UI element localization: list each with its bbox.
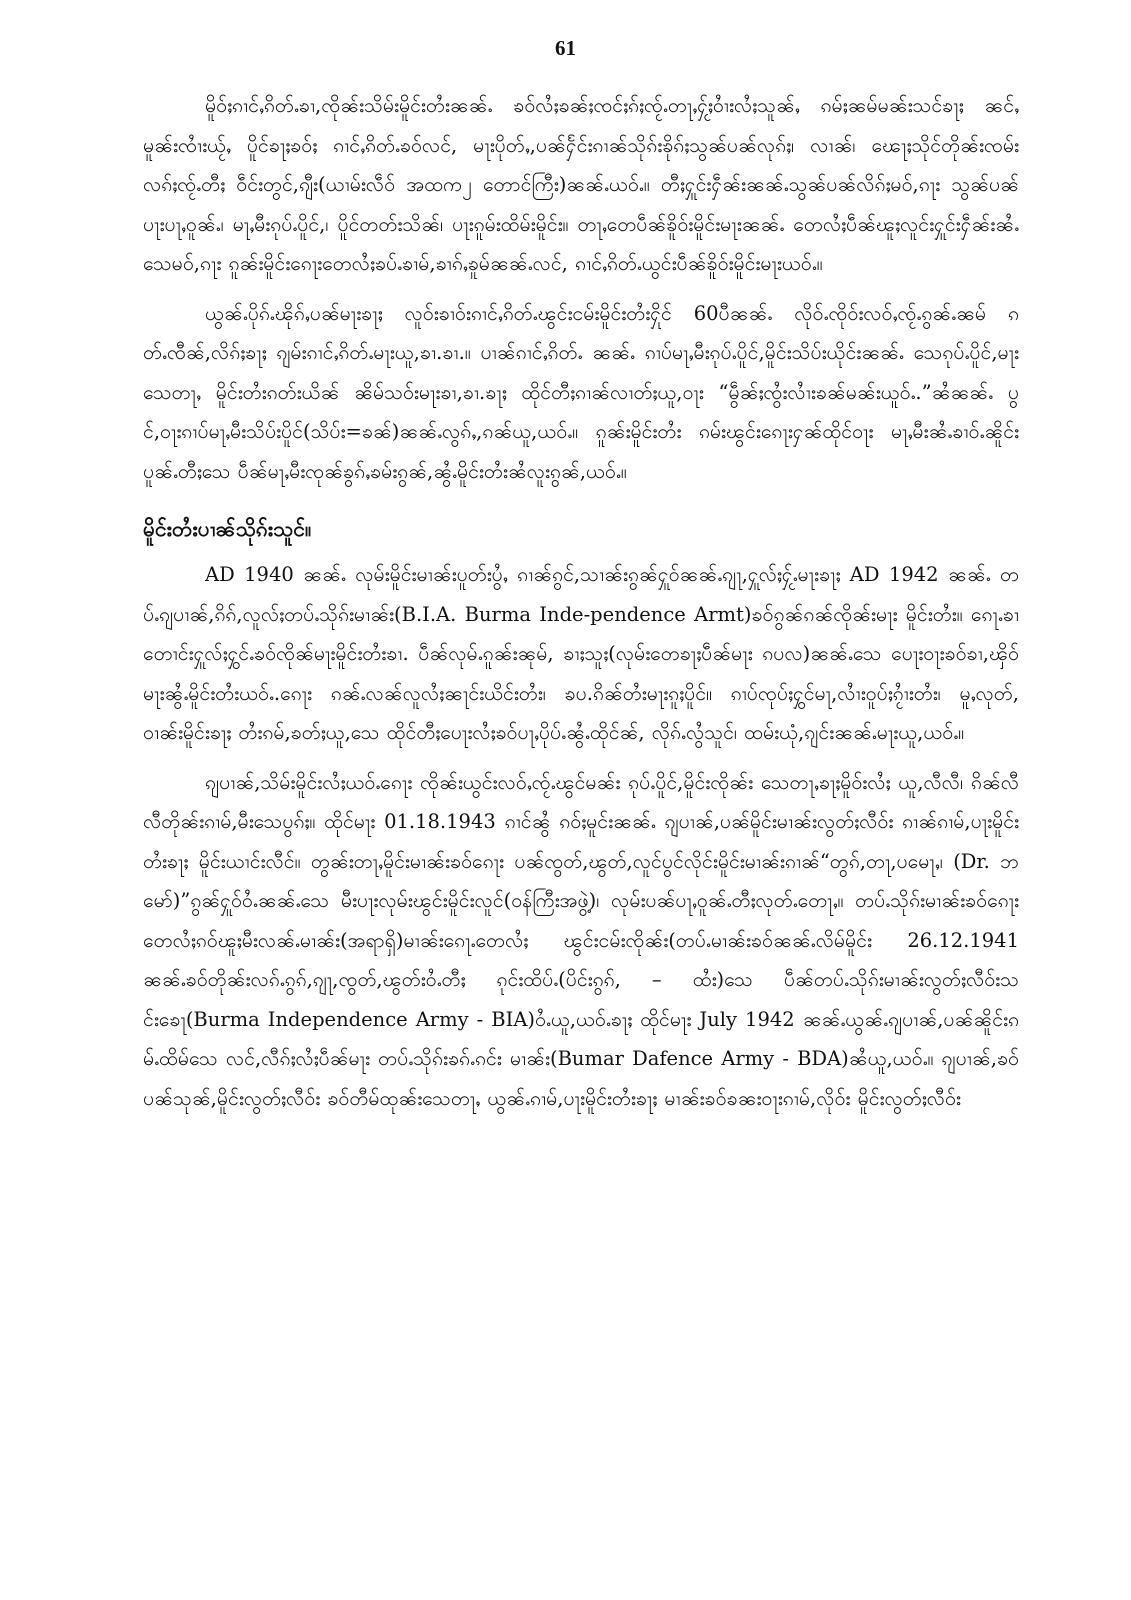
paragraph-4: ၵျပၢၼ်,သိမ်းမိူင်းလႆႈယဝ်ႉၵေႃး ၸိုၼ်းယွင်းလဝ်ႇၸႂ်ႉၽွင်မၼ်း ၵုပ်ႉပိူင်,မိူင်းၸိုၼ်း သေတႃႇၶႃႈမိူဝ်းလႆႈ ယူ,လီလီ၊ ၵိၼ်လီလီတိုၼ်းၵၢမ်,မီးသေပွၵ်ႈ။ ထိုင်မႃး 01.18.1943 ၵၢင်ၼွႆ ၵဝ်ႈမူင်းၼၼ်ႉ ၵျပၢၼ်,ပၼ်မိူင်းမၢၼ်းလွတ်ႈလီဝ်း ၵၢၼ်ၵၢမ်,ပႃးမိူင်းတႆးၶႃႈ မိူင်းယၢင်းလီင်။ တွၼ်းတႃႇမိူင်းမၢၼ်းၶဝ်ၵေႃး ပၼ်ၸွတ်,ၽွတ်,လူင်ပွင်လိုင်းမိူင်းမၢၼ်းၵၢၼ်“တွၵ်,တႃ,ပမေႃႇ၊ (Dr. ဘမော်)”ၵွၼ်ႁူဝ်ဝႆႉၼၼ်ႉသေ မီးပႃးလုမ်းၽွင်းမိူင်းလူင်(ဝန်ကြီးအဖွဲ့)၊ လုမ်းပၼ်ပႃႇဝူၼ်ႉတီႈလုတ်ႉတေႃႇ။ တပ်ႉသိုၵ်းမၢၼ်းၶဝ်ၵေႃး တေလႆႈၵဝ်ၽူႈမီးလၼ်ႉမၢၼ်း(အရာရှိ)မၢၼ်းၵေႃႉတေလႆႈ ၽွင်းငမ်းၸိုၼ်း(တပ်ႉမၢၼ်းၶဝ်ၼၼ်ႉလိမ်မိူင်း 26.12.1941 ၼၼ်ႉၶဝ်တိုၼ်းလၵ်ႉၵွၵ်,ၵျႃ,ၸွတ်,ၽွတ်းဝႆႉတီႈ ၵုင်းထိပ်ႉ(ပိင်းၵွၵ်, – ထႆး)သေ ပဵၼ်တပ်ႉသိုၵ်းမၢၼ်းလွတ်ႈလီဝ်းသင်းၶေႃ(Burma Independence Army - BIA)ဝႆႉယူ,ယဝ်ႉၶႃႈ ထိုင်မႃး July 1942 ၼၼ်ႉယွၼ်ႉၵျပၢၼ်,ပၼ်ၼိူင်းၵမ်ႉထိမ်သေ လင်,လီၵ်ႈလႆႈပဵၼ်မႃး တပ်ႉသိုၵ်းၶၵ်ႉၵင်း မၢၼ်း(Bumar Dafence Army - BDA)ၼႆယူ,ယဝ်ႉ။ ၵျပၢၼ်,ၶဝ်ပၼ်သုၼ်,မိူင်းလွတ်ႈလီဝ်း ၶဝ်တီမ်ထုၼ်းသေတႃႇ ယွၼ်ႉၵၢမ်,ပႃးမိူင်းတႆးၶႃႈ မၢၼ်းၶဝ်ၶၼးဝႃးၵၢမ်,လိုဝ်း မိူင်းလွတ်ႈလီဝ်း	[143, 770, 1019, 1110]
paragraph-2: ယွၼ်ႉပိုၵ်ႉၽိုၵ်ႇပၼ်မႃးၶႃႈ လူဝ်းၶၢဝ်းၵၢင်ႇၵိတ်ႉၽွင်းငမ်းမိူင်းတႆးႁိုင် 60ပီၼၼ်ႉ လိုဝ်ႉၸိုဝ်းလဝ်ႇၸႂ်ႉၵွၼ်ႉၼမ် ၵတ်ႉၸီၼ်,လိၵ်ႈၶႃႈ ၵျမ်းၵၢင်ႇၵိတ်ႉမႃးယူ,ၶၢ.ၶၢ.။ ပၢၼ်ၵၢင်ႇၵိတ်ႉ ၼၼ်ႉ ၵၢပ်မႃႇမီးၵုပ်ႉပိူင်,မိူင်းသိပ်းယိုင်းၼၼ်ႉ သေၵုပ်ႉပိူင်,မႃးသေတႃႇ မိူင်းတႆးၵတ်းယိၼ် ၼိမ်သဝ်းမႃးၶၢ,ၶၢ.ၶႃႈ ထိုင်တီႈၵၢၼ်လၢတ်ႈယူ,ဝႃး “မွဵၼ်ႈၸွႆးလၢႆးၶၼ်မၼ်းယူဝ်ႉ.”ၼႆၼၼ်ႉ ပွင်,ဝႃးၵၢပ်မႃႇမီးသိပ်းပိူင်(သိပ်း=ၶၼ်)ၼၼ်ႉလွၵ်ႇ,ၵၼ်ယူ,ယဝ်ႉ။ ၵူၼ်းမိူင်းတႆး ၵမ်းၽွင်းၵေႃးႁၼ်ထိုင်ဝႃး မႃႇမီးၼႆႉၶၢဝ်ႉၼိူင်းပူၼ်ႉတီႈသေ ပဵၼ်မႃႇမီးၸုၼ်ၶွၵ်ႇၶမ်းၵွၼ်,ၼွႆႉမိူင်းတႆးၼႆလူးၵွၼ်,ယဝ်ႉ။	[143, 301, 1019, 483]
section-heading: မိူင်းတႆးပၢၼ်သိုၵ်းသူင်။	[143, 516, 312, 541]
page-body	[143, 86, 1019, 1128]
paragraph-3: AD 1940 ၼၼ်ႉ လုမ်းမိူင်းမၢၼ်းပူတ်းပွႆႇ ၵၢၼ်ၵွင်,သၢၼ်းၵွၼ်ႁူဝ်ၼၼ်ႉၵျႃ,ႁူလ်ႈႁႂ်ႉမႃးၶႃႈ AD 1942 ၼၼ်ႉ တပ်ႉၵျပၢၼ်,ၵိၵ်,လူလ်ႈတပ်ႉသိုၵ်းမၢၼ်း(B.I.A. Burma Inde-pendence Armt)ၶဝ်ၵွၼ်ၵၼ်ၸိုၼ်းမႃး မိူင်းတႆး။ ၵေႃႉၶၢတေၢင်းႁူလ်ႈႁွင်ႉၶဝ်ၸိုၼ်မႃးမိူင်းတႆးၶၢ. ပဵၼ်လုမ်ႉၵူၼ်းၼုမ်, ၶၢႈသူႈ(လုမ်းတေၶႃႈပဵၼ်မႃး ၵပလ)ၼၼ်ႉသေ ပေႃးဝႃးၶဝ်ၶၢ,ၾိဝ်မႃးၼွႆႉမိူင်းတႆးယဝ်ႉ.ၵေႃး ၵၼ်ႉလၼ်လူလႆႈၼႃင်းယိင်းတႆး၊ ၶပ.ၵိၼ်တႆးမႃးၵူႈပိူင်။ ၵၢပ်ၸုပ်ႈႁွင်မႃ,လၢႆးဝူပ်ႈၵႂၢႆးတႆး၊ မူႇလုတ်, ဝၢၼ်းမိူင်းၶႃႈ တႆးၵမ်,ၶတ်ႈယူ,သေ ထိုင်တီႈပေႃးလႆႈၶဝ်ပႃႇပိုပ်ႉၼွႆႉထိုင်ၼ်, လိုၵ်ႉလွႆသူင်၊ ထမ်းယုံ,ၵျင်းၼၼ်ႉမႃးယူ,ယဝ်ႉ။	[143, 563, 1019, 744]
paragraph-1: မိူဝ်ႈၵၢင်ႇၵိတ်ႉၶၢ,ၸိုၼ်းသိမ်းမိူင်းတႆးၼၼ်ႉ ၶဝ်လႆႈၶၼ်ႈၸင်ႈၵ်ႈၸႂ်ႉတႃႇႁႂ်ႈဝၢႆးလႆႈသူၼ်ႇ ၵမ်ႈၼမ်မၼ်းသင်ၶႃႈ ၼင်ႇမူၼ်းၸၢႆးယႂ်ႇ ပိူင်ၶႃႈၶဝ်ႈ ၵၢင်ႇၵိတ်ႉၶဝ်လင်, မႃးပိုတ်ႇ,ပၼ်ႁႅင်းၵၢၼ်သိုၵ်းၶိုၵ်ႈသွၼ်ပၼ်လုၵ်ႈ၊ လၢၼ်၊ ၽေႃႈသိုင်တိုၼ်းၸမ်း လၵ်ႈၸႂ်ႉတီႈ ဝဵင်းတွင်,ၵျီး(ယၢမ်းလဵဝ် အထက၂ တောင်ကြီး)ၼၼ်ႉယဝ်ႉ။ တီႈႁူင်းႁဵၼ်းၼၼ်ႉသွၼ်ပၼ်လိၵ်ႈမဝ်,ၵႃး သွၼ်ပၼ်ပႃးပႃႇဝူၼ်ႉ၊ မႃႇမီးၵုပ်ႉပိူင်,၊ ပိူင်တတ်းသိၼ်၊ ပႃးၵူမ်းထိမ်းမိူင်း။ တႃႇတေပဵၼ်ၶိူဝ်းမိူင်းမႃးၼၼ်ႉ တေလႆႈပဵၼ်ၽူႈလူင်းႁူင်းႁဵၼ်းၼႆႉသေမဝ်,ၵႃး ၵူၼ်းမိူင်းၵေႃးတေလႆႈၶပ်ႉၶၢမ်,ၶၢၵ်ႇၶူမ်ၼၼ်ႉလင်, ၵၢင်ႇၵိတ်ႉယွင်းပဵၼ်ၶိူဝ်းမိူင်းမႃးယဝ်ႉ။	[143, 94, 1019, 275]
page-number: 61	[555, 36, 576, 60]
